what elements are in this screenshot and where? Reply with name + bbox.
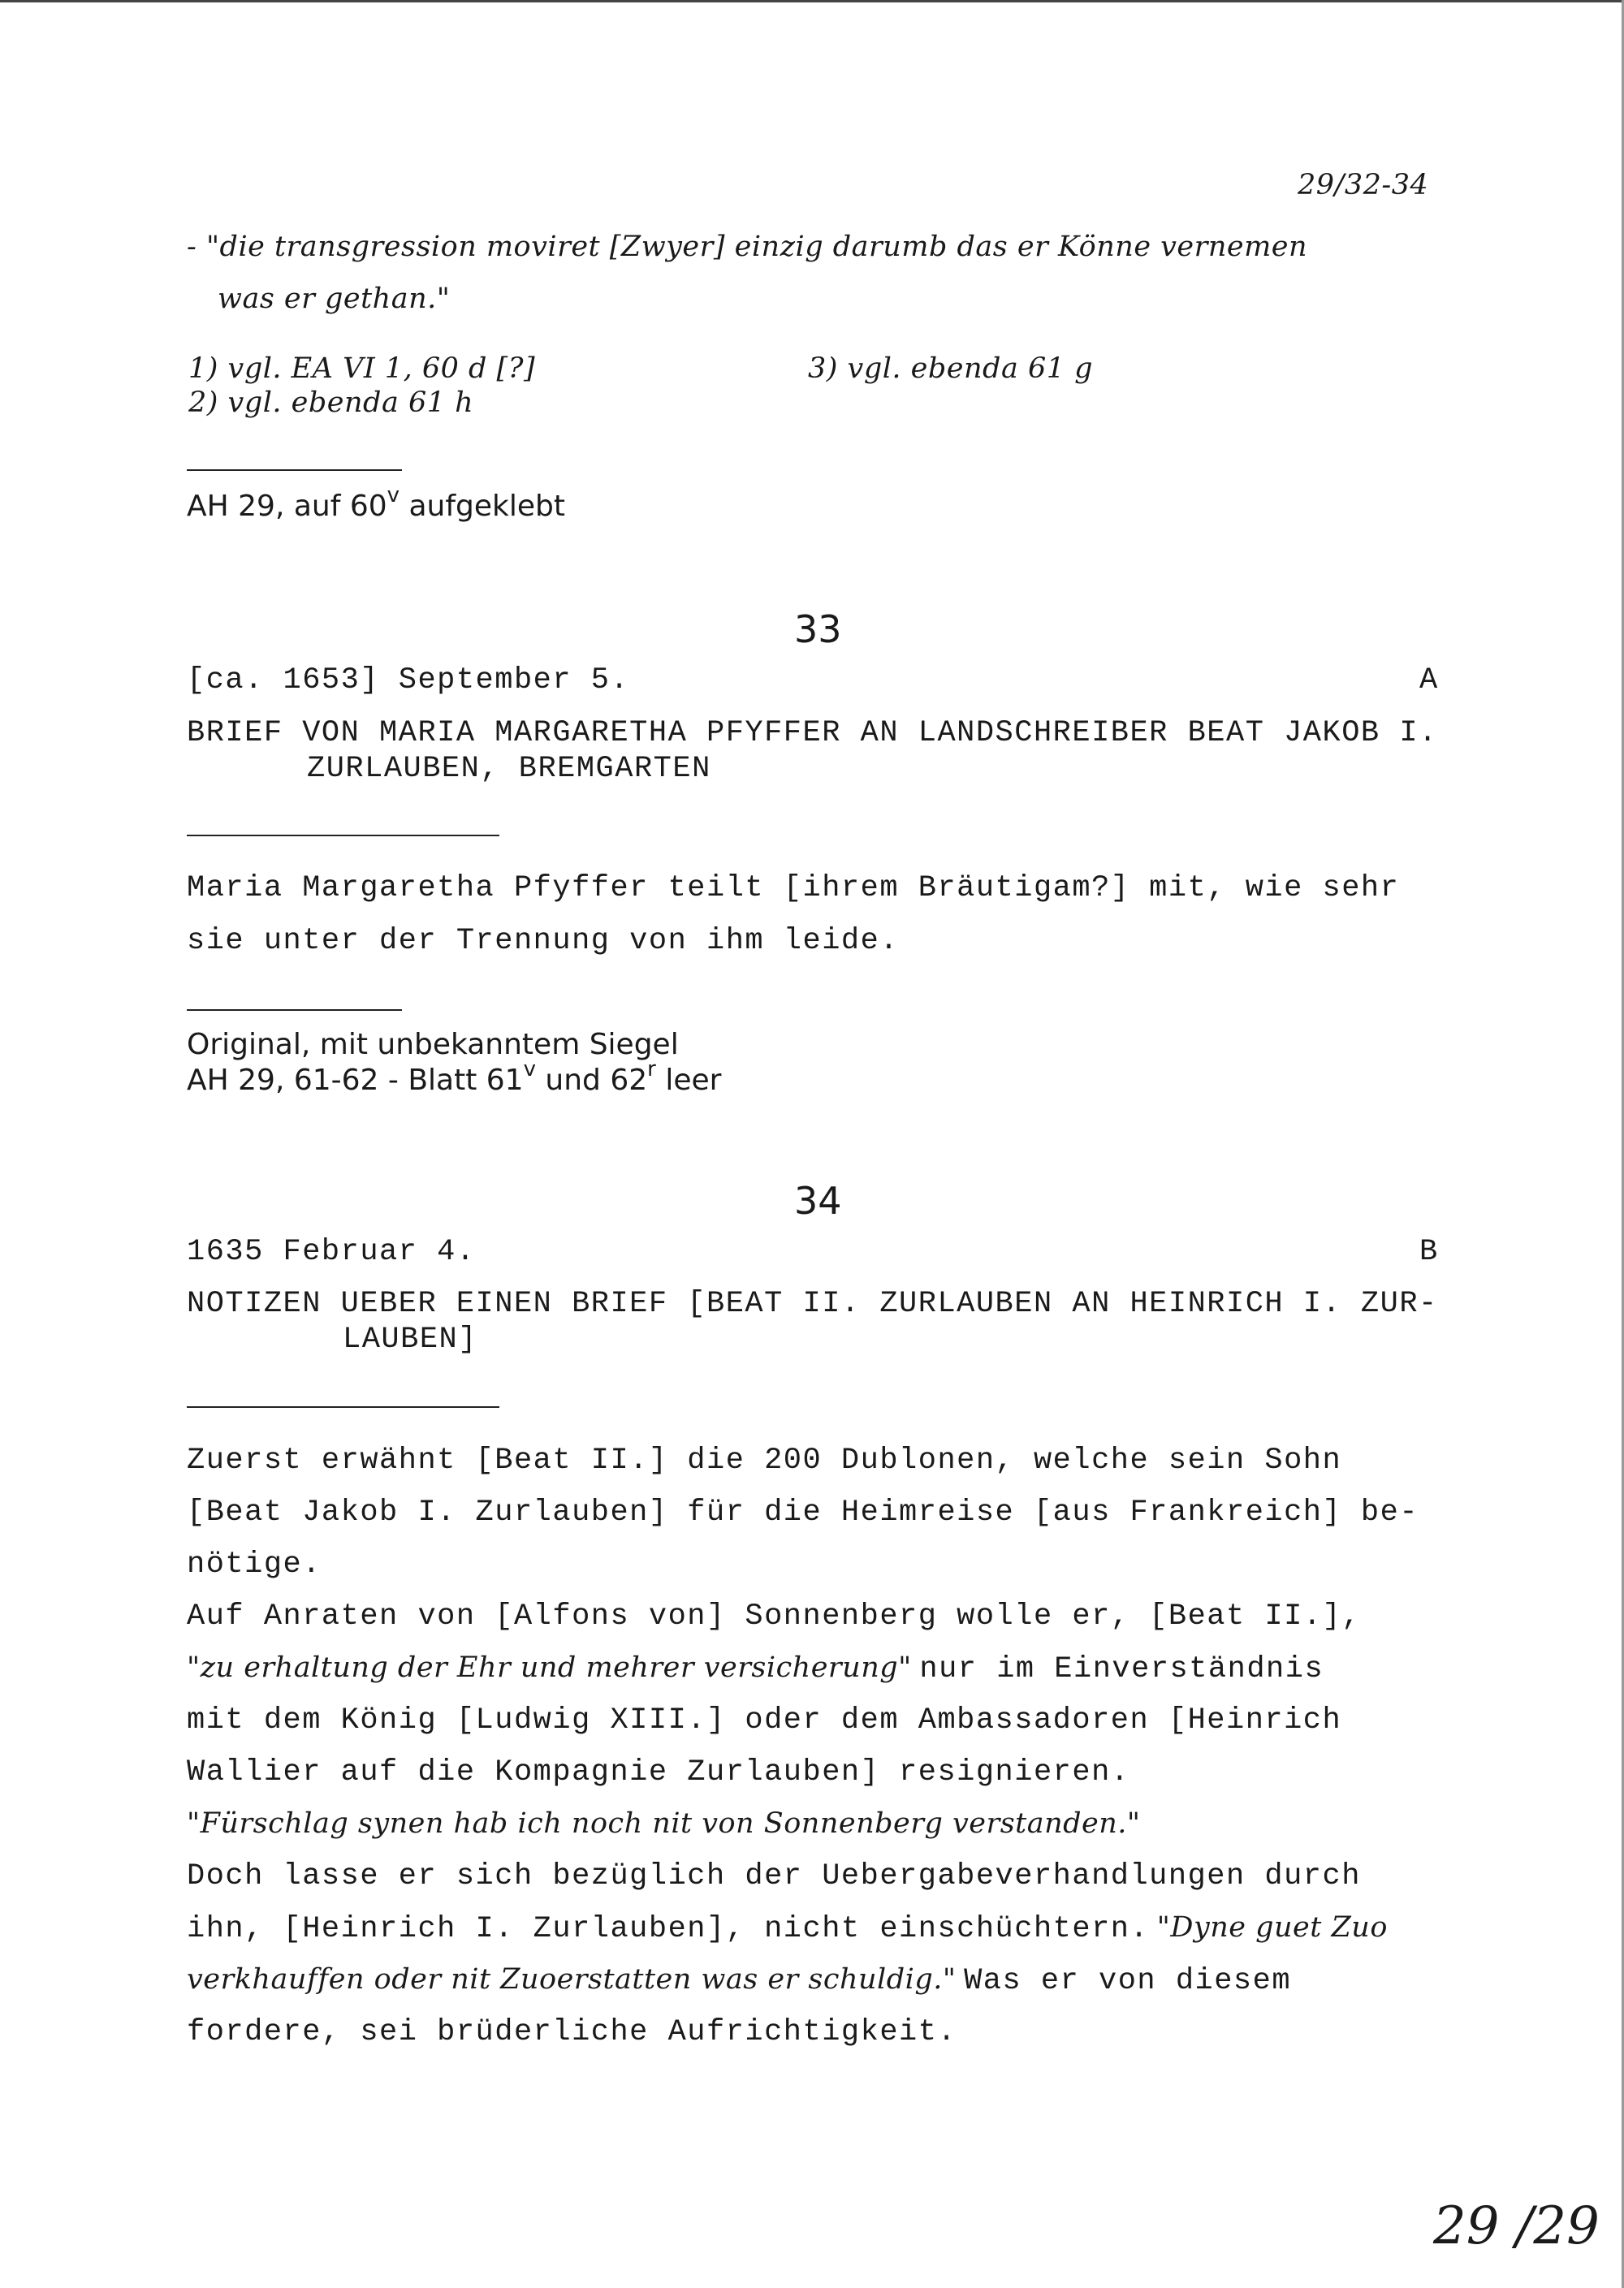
entry-33-summary-line-2: sie unter der Trennung von ihm leide. (187, 924, 900, 958)
text-span: Was er von diesem (964, 1964, 1292, 1998)
text-span: nur im Einverständnis (919, 1652, 1324, 1686)
separator-rule (187, 1406, 499, 1408)
footnote-2: 2) vgl. ebenda 61 h (188, 386, 474, 419)
entry-33-grade: A (1419, 663, 1439, 697)
footnote-3: 3) vgl. ebenda 61 g (808, 352, 1094, 385)
source-note-suffix: aufgeklebt (408, 490, 565, 523)
entry-33-summary-line-1: Maria Margaretha Pfyffer teilt [ihrem Bräutigam?] mit, wie sehr (187, 871, 1400, 905)
entry-33-date: [ca. 1653] September 5. (187, 663, 630, 697)
entry-33-title-line-2: ZURLAUBEN, BREMGARTEN (307, 752, 711, 786)
entry-33-title-line-1: BRIEF VON MARIA MARGARETHA PFYFFER AN LANDSCHREIBER BEAT JAKOB I. (187, 716, 1438, 750)
entry-34-body-line: nötige. (187, 1548, 322, 1582)
separator-rule (187, 1009, 402, 1011)
source-note (187, 483, 565, 523)
entry-34-body-line: Auf Anraten von [Alfons von] Sonnenberg wolle er, [Beat II.], (187, 1599, 1361, 1634)
source-line-2-sup-1: v (523, 1057, 536, 1081)
entry-33-source-line-2 (187, 1057, 722, 1097)
quote-span: "zu erhaltung der Ehr und mehrer versicherung" (187, 1651, 912, 1684)
entry-33-source-line-1: Original, mit unbekanntem Siegel (187, 1028, 679, 1061)
quote-span: verkhauffen oder nit Zuoerstatten was er schuldig." (187, 1963, 957, 1996)
entry-34-body-line: mit dem König [Ludwig XIII.] oder dem Ambassadoren [Heinrich (187, 1703, 1342, 1738)
entry-34-title-line-1: NOTIZEN UEBER EINEN BRIEF [BEAT II. ZURLAUBEN AN HEINRICH I. ZUR- (187, 1287, 1438, 1321)
quote-line-2: was er gethan." (218, 283, 451, 315)
footnote-1: 1) vgl. EA VI 1, 60 d [?] (188, 352, 536, 385)
entry-34-body-line (187, 1651, 1324, 1686)
entry-34-body-line: Wallier auf die Kompagnie Zurlauben] resignieren. (187, 1755, 1130, 1789)
handwritten-page-number: 29 /29 (1433, 2196, 1600, 2256)
entry-34-body-line: Zuerst erwähnt [Beat II.] die 200 Dublonen, welche sein Sohn (187, 1444, 1342, 1478)
entry-34-body-line (187, 1911, 1388, 1946)
page-reference: 29/32-34 (1298, 169, 1429, 201)
entry-34-body-line: fordere, sei brüderliche Aufrichtigkeit. (187, 2015, 957, 2049)
source-line-2-sup-2: r (647, 1057, 656, 1081)
quote-line-1: - "die transgression moviret [Zwyer] einzig darumb das er Könne vernemen (187, 231, 1308, 263)
entry-34-date: 1635 Februar 4. (187, 1235, 476, 1269)
entry-34-body-line: Doch lasse er sich bezüglich der Uebergabeverhandlungen durch (187, 1859, 1361, 1893)
source-line-2-part-c: leer (665, 1064, 722, 1097)
entry-34-title-line-2: LAUBEN] (343, 1323, 477, 1357)
entry-34-grade: B (1419, 1235, 1439, 1269)
entry-34-body-line (187, 1963, 1291, 1998)
entry-34-body-line: [Beat Jakob I. Zurlauben] für die Heimreise [aus Frankreich] be- (187, 1496, 1419, 1530)
separator-rule (187, 469, 402, 471)
source-line-2-part-b: und 62 (545, 1064, 648, 1097)
entry-number-33: 33 (794, 607, 842, 651)
source-line-2-part-a: AH 29, 61-62 - Blatt 61 (187, 1064, 524, 1097)
entry-34-body-line: "Fürschlag synen hab ich noch nit von Sonnenberg verstanden." (187, 1807, 1141, 1840)
text-span: ihn, [Heinrich I. Zurlauben], nicht einschüchtern. (187, 1912, 1150, 1946)
separator-rule (187, 835, 499, 836)
source-note-prefix: AH 29, auf 60 (187, 490, 387, 523)
quote-span: "Dyne guet Zuo (1156, 1911, 1388, 1944)
entry-number-34: 34 (794, 1179, 842, 1223)
scan-top-border (0, 0, 1624, 2)
source-note-sup: v (387, 483, 400, 507)
